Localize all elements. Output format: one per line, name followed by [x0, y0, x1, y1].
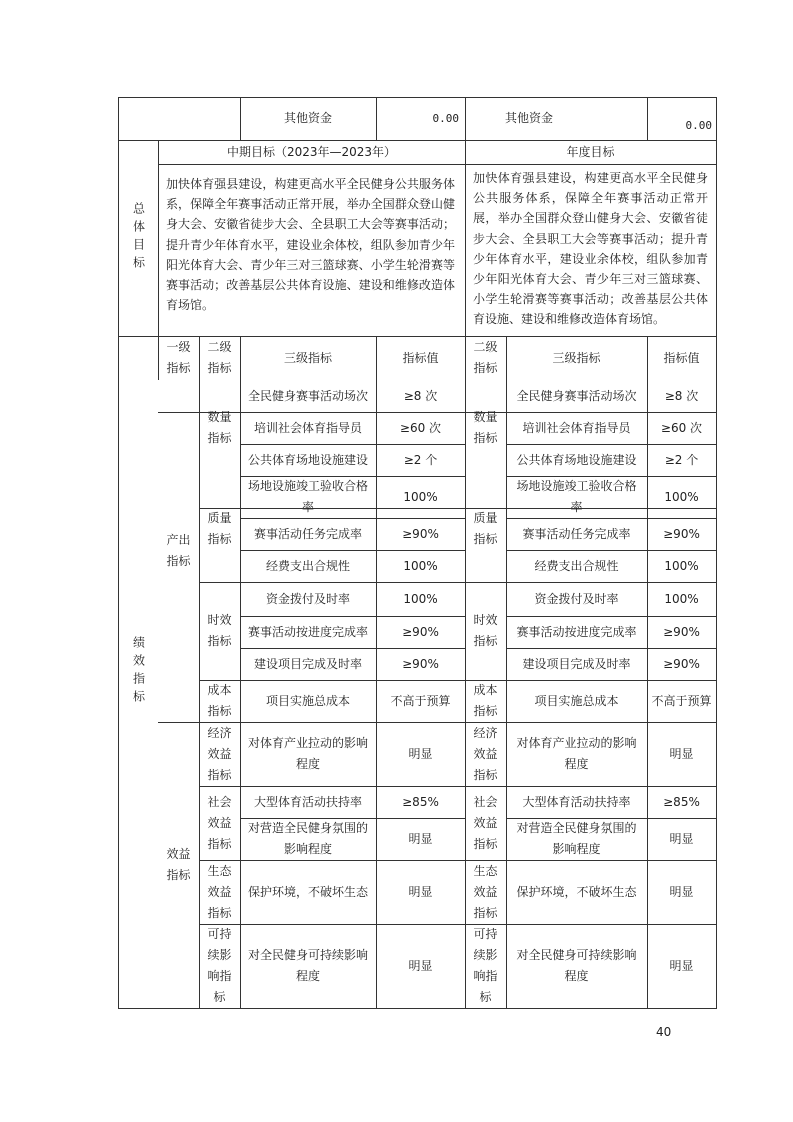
indicator-value-row-5-text: 100% [403, 558, 438, 573]
indicator-value-row-7 [376, 616, 465, 648]
indicator-row-right-11-text: 大型体育活动扶持率 [522, 794, 631, 809]
group-timeliness [199, 582, 240, 680]
mid-term-goal-text: 加快体育强县建设，构建更高水平全民健身公共服务体系，保障全年赛事活动正常开展，举办全国群众登山健身大会、安徽省徒步大会、全县职工大会等赛事活动；提升青少年体育水平，建设业余体校，组队参加青少年阳光体育大会、青少年三对三篮球赛、小学生轮滑赛等赛事活动；改善基层公共体育设施、建设和维修改造体育场馆。 [166, 177, 455, 313]
indicator-value-row-right-7 [647, 616, 716, 648]
indicator-value-row-4-text: ≥90% [402, 526, 439, 541]
indicator-row-14-text: 对全民健身可持续影响程度 [248, 948, 369, 983]
indicator-row-8 [240, 648, 376, 680]
indicator-row-9 [240, 680, 376, 722]
group-economic-right-text: 经济效益指标 [473, 725, 498, 782]
indicator-row-11-text: 大型体育活动扶持率 [253, 794, 362, 809]
group-quality-text: 质量指标 [207, 511, 232, 546]
group-economic [199, 722, 240, 786]
mid-term-goal-header [158, 140, 465, 164]
table-rule-vertical [465, 140, 466, 336]
indicator-row-right-9 [506, 680, 647, 722]
indicator-value-row-right-0-text: ≥8 次 [664, 388, 699, 403]
header-value-right [647, 336, 716, 380]
group-timeliness-right [465, 582, 506, 680]
indicator-row-6-text: 资金拨付及时率 [265, 591, 350, 606]
annual-goal-text: 加快体育强县建设，构建更高水平全民健身公共服务体系，保障全年赛事活动正常开展，举办全国群众登山健身大会、安徽省徒步大会、全县职工大会等赛事活动；提升青少年体育水平，建设业余体校，组队参加青少年阳光体育大会、青少年三对三篮球赛、小学生轮滑赛等赛事活动；改善基层公共体育设施、建设和维修改造体育场馆。 [473, 171, 708, 327]
indicator-value-row-4 [376, 518, 465, 550]
indicator-value-row-0 [376, 380, 465, 412]
indicator-value-row-right-14-text: 明显 [669, 958, 694, 973]
indicator-row-right-2-text: 公共体育场地设施建设 [516, 452, 637, 467]
group-ecological [199, 860, 240, 924]
indicator-row-8-text: 建设项目完成及时率 [253, 656, 362, 671]
indicator-row-2 [240, 444, 376, 476]
indicator-row-right-3-text: 场地设施竣工验收合格率 [516, 479, 637, 514]
group-ecological-text: 生态效益指标 [207, 863, 232, 920]
group-quantity-right [465, 380, 506, 476]
group-social [199, 786, 240, 860]
indicator-value-row-1-text: ≥60 次 [399, 420, 442, 435]
indicator-row-right-8-text: 建设项目完成及时率 [522, 656, 631, 671]
indicator-value-row-right-4 [647, 518, 716, 550]
indicator-value-row-12-text: 明显 [408, 831, 433, 846]
indicator-row-right-10 [506, 722, 647, 786]
indicator-value-row-10-text: 明显 [408, 746, 433, 761]
group-timeliness-text: 时效指标 [207, 613, 232, 648]
indicator-value-row-7-text: ≥90% [402, 624, 439, 639]
indicator-row-5 [240, 550, 376, 582]
indicator-row-right-0-text: 全民健身赛事活动场次 [516, 388, 637, 403]
header-level3-text: 三级指标 [283, 350, 332, 365]
group-economic-text: 经济效益指标 [207, 725, 232, 782]
level1-benefit [158, 722, 199, 1008]
indicator-value-row-11-text: ≥85% [402, 794, 439, 809]
funding-value-left-text: 0.00 [432, 112, 459, 125]
header-value [376, 336, 465, 380]
group-ecological-right [465, 860, 506, 924]
group-timeliness-right-text: 时效指标 [473, 613, 498, 648]
indicator-value-row-right-0 [647, 380, 716, 412]
group-economic-right [465, 722, 506, 786]
indicator-value-row-right-2 [647, 444, 716, 476]
indicator-row-right-5 [506, 550, 647, 582]
indicator-value-row-14-text: 明显 [408, 958, 433, 973]
overall-goal-label-text: 总体目标 [131, 202, 146, 274]
indicator-row-right-3 [506, 476, 647, 518]
indicator-value-row-right-9-text: 不高于预算 [651, 693, 712, 708]
indicator-value-row-9-text: 不高于预算 [390, 693, 451, 708]
header-level1 [158, 336, 199, 380]
indicator-row-right-14-text: 对全民健身可持续影响程度 [516, 948, 637, 983]
indicator-value-row-9 [376, 680, 465, 722]
indicator-row-right-7-text: 赛事活动按进度完成率 [516, 624, 637, 639]
performance-indicators-label-text: 绩效指标 [131, 636, 146, 708]
group-quality [199, 476, 240, 582]
group-sustainable [199, 924, 240, 1008]
indicator-row-2-text: 公共体育场地设施建设 [248, 452, 369, 467]
indicator-value-row-right-12-text: 明显 [669, 831, 694, 846]
header-level2-right [465, 336, 506, 380]
indicator-value-row-8 [376, 648, 465, 680]
indicator-row-right-6-text: 资金拨付及时率 [534, 591, 619, 606]
indicator-row-3-text: 场地设施竣工验收合格率 [248, 479, 369, 514]
indicator-value-row-right-3-text: 100% [664, 489, 699, 504]
indicator-value-row-14 [376, 924, 465, 1008]
header-value-text: 指标值 [402, 350, 439, 365]
group-quality-right [465, 476, 506, 582]
page-number: 40 [656, 1025, 672, 1039]
indicator-row-right-12 [506, 818, 647, 860]
indicator-value-row-right-6 [647, 582, 716, 616]
indicator-row-11 [240, 786, 376, 818]
indicator-row-0 [240, 380, 376, 412]
indicator-value-row-12 [376, 818, 465, 860]
group-cost-right [465, 680, 506, 722]
group-sustainable-right-text: 可持续影响指标 [473, 927, 498, 1004]
indicator-row-right-11 [506, 786, 647, 818]
indicator-value-row-right-10-text: 明显 [669, 746, 694, 761]
indicator-value-row-right-1 [647, 412, 716, 444]
indicator-row-9-text: 项目实施总成本 [265, 693, 350, 708]
header-level3-right [506, 336, 647, 380]
indicator-value-row-right-10 [647, 722, 716, 786]
indicator-row-right-1 [506, 412, 647, 444]
indicator-row-10 [240, 722, 376, 786]
indicator-value-row-right-4-text: ≥90% [663, 526, 700, 541]
group-cost-right-text: 成本指标 [473, 683, 498, 718]
indicator-row-4-text: 赛事活动任务完成率 [253, 526, 362, 541]
indicator-row-13-text: 保护环境，不破坏生态 [248, 884, 369, 899]
indicator-value-row-6-text: 100% [403, 591, 438, 606]
indicator-value-row-right-1-text: ≥60 次 [660, 420, 703, 435]
group-ecological-right-text: 生态效益指标 [473, 863, 498, 920]
group-sustainable-text: 可持续影响指标 [207, 927, 232, 1004]
indicator-value-row-right-14 [647, 924, 716, 1008]
group-cost-text: 成本指标 [207, 683, 232, 718]
funding-value-left [376, 97, 465, 140]
indicator-row-right-5-text: 经费支出合规性 [534, 558, 619, 573]
indicator-value-row-6 [376, 582, 465, 616]
level1-output-text: 产出指标 [166, 533, 191, 568]
funding-label-left [240, 97, 376, 140]
level1-output [158, 380, 199, 722]
indicator-value-row-5 [376, 550, 465, 582]
indicator-value-row-1 [376, 412, 465, 444]
indicator-row-right-7 [506, 616, 647, 648]
indicator-value-row-3-text: 100% [403, 489, 438, 504]
funding-label-left-text: 其他资金 [283, 111, 332, 125]
indicator-row-right-0 [506, 380, 647, 412]
indicator-row-6 [240, 582, 376, 616]
indicator-row-right-9-text: 项目实施总成本 [534, 693, 619, 708]
header-value-right-text: 指标值 [663, 350, 700, 365]
indicator-row-7-text: 赛事活动按进度完成率 [248, 624, 369, 639]
indicator-row-right-6 [506, 582, 647, 616]
indicator-value-row-11 [376, 786, 465, 818]
indicator-row-1 [240, 412, 376, 444]
group-quality-right-text: 质量指标 [473, 511, 498, 546]
overall-goal-label [118, 140, 158, 336]
indicator-value-row-right-12 [647, 818, 716, 860]
table-rule-vertical [716, 97, 717, 1009]
indicator-value-row-0-text: ≥8 次 [403, 388, 438, 403]
indicator-value-row-right-2-text: ≥2 个 [664, 452, 699, 467]
indicator-value-row-2 [376, 444, 465, 476]
indicator-row-right-4-text: 赛事活动任务完成率 [522, 526, 631, 541]
header-level3 [240, 336, 376, 380]
annual-goal-header-text: 年度目标 [566, 144, 615, 159]
group-quantity [199, 380, 240, 476]
indicator-row-right-12-text: 对营造全民健身氛围的影响程度 [516, 821, 637, 856]
indicator-row-10-text: 对体育产业拉动的影响程度 [248, 736, 369, 771]
indicator-value-row-right-13 [647, 860, 716, 924]
header-level2-right-text: 二级指标 [473, 340, 498, 375]
group-quantity-text: 数量指标 [207, 410, 232, 445]
group-cost [199, 680, 240, 722]
header-level3-right-text: 三级指标 [552, 350, 601, 365]
indicator-row-3 [240, 476, 376, 518]
header-level1-text: 一级指标 [166, 340, 191, 375]
indicator-value-row-right-8 [647, 648, 716, 680]
indicator-row-right-4 [506, 518, 647, 550]
indicator-value-row-13 [376, 860, 465, 924]
indicator-value-row-right-5 [647, 550, 716, 582]
group-quantity-right-text: 数量指标 [473, 410, 498, 445]
indicator-value-row-right-7-text: ≥90% [663, 624, 700, 639]
indicator-row-right-10-text: 对体育产业拉动的影响程度 [516, 736, 637, 771]
indicator-value-row-2-text: ≥2 个 [403, 452, 438, 467]
indicator-value-row-right-5-text: 100% [664, 558, 699, 573]
table-rule-horizontal [158, 164, 716, 165]
indicator-row-13 [240, 860, 376, 924]
mid-term-goal-header-text: 中期目标（2023年—2023年） [226, 144, 397, 159]
indicator-value-row-right-11 [647, 786, 716, 818]
group-social-right [465, 786, 506, 860]
table-rule-horizontal [118, 1008, 716, 1009]
header-level2 [199, 336, 240, 380]
annual-goal-header [465, 140, 716, 164]
group-sustainable-right [465, 924, 506, 1008]
indicator-row-right-1-text: 培训社会体育指导员 [522, 420, 631, 435]
funding-label-right [465, 97, 647, 140]
indicator-value-row-right-9 [647, 680, 716, 722]
indicator-row-12-text: 对营造全民健身氛围的影响程度 [248, 821, 369, 856]
indicator-value-row-3 [376, 476, 465, 518]
group-social-text: 社会效益指标 [207, 794, 232, 851]
indicator-value-row-right-6-text: 100% [664, 591, 699, 606]
indicator-value-row-10 [376, 722, 465, 786]
indicator-row-right-2 [506, 444, 647, 476]
indicator-row-0-text: 全民健身赛事活动场次 [248, 388, 369, 403]
indicator-row-7 [240, 616, 376, 648]
indicator-row-1-text: 培训社会体育指导员 [253, 420, 362, 435]
indicator-row-14 [240, 924, 376, 1008]
indicator-row-4 [240, 518, 376, 550]
indicator-row-right-8 [506, 648, 647, 680]
indicator-value-row-right-13-text: 明显 [669, 884, 694, 899]
funding-label-right-text: 其他资金 [505, 111, 554, 125]
funding-value-right [647, 97, 716, 140]
indicator-row-12 [240, 818, 376, 860]
level1-benefit-text: 效益指标 [166, 847, 191, 882]
indicator-value-row-8-text: ≥90% [402, 656, 439, 671]
performance-indicators-label [118, 336, 158, 1008]
indicator-row-right-14 [506, 924, 647, 1008]
indicator-value-row-right-3 [647, 476, 716, 518]
indicator-value-row-13-text: 明显 [408, 884, 433, 899]
indicator-row-right-13 [506, 860, 647, 924]
header-level2-text: 二级指标 [207, 340, 232, 375]
indicator-row-5-text: 经费支出合规性 [265, 558, 350, 573]
indicator-value-row-right-8-text: ≥90% [663, 656, 700, 671]
funding-value-right-text: 0.00 [685, 119, 712, 132]
indicator-value-row-right-11-text: ≥85% [663, 794, 700, 809]
indicator-row-right-13-text: 保护环境，不破坏生态 [516, 884, 637, 899]
group-social-right-text: 社会效益指标 [473, 794, 498, 851]
